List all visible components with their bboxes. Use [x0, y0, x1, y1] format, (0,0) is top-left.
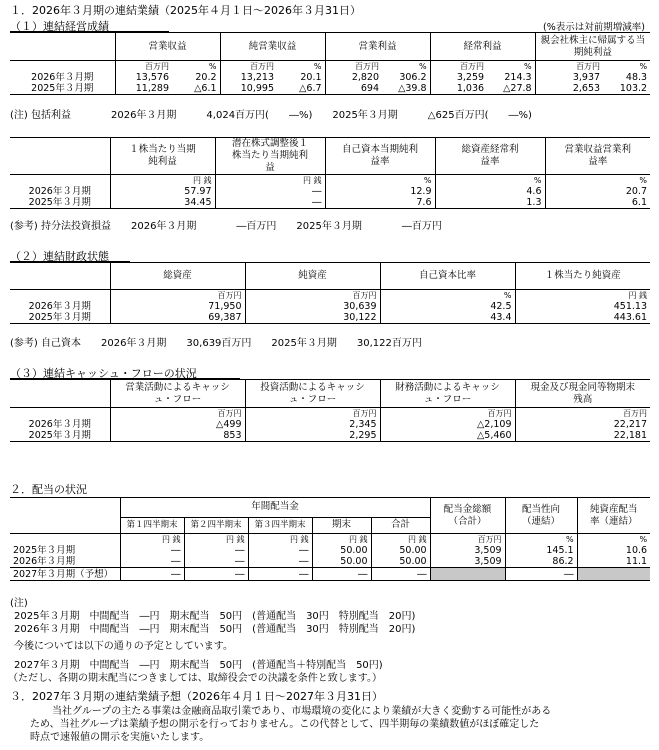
cell: 2,653 — [535, 83, 603, 95]
col-q1: 第１四半期末 — [120, 517, 184, 534]
cell: 2,345 — [245, 419, 380, 430]
unit: % — [325, 175, 435, 187]
cell: 7.6 — [325, 197, 435, 209]
row-label: 2026年３月期 — [13, 556, 76, 567]
forecast-paragraph-line: 当社グループの主たる事業は金融商品取引業であり、市場環境の変化により業績が大きく変動する可能性がある — [52, 706, 552, 717]
cell: 3,509 — [430, 556, 505, 568]
cell: ― — [215, 197, 325, 209]
cell: 443.61 — [515, 312, 650, 324]
cell: 34.45 — [110, 197, 215, 209]
cell: △5,460 — [380, 430, 515, 442]
row-label: 2026年３月期 — [28, 301, 91, 312]
dividend-note-line: 2026年３月期 中間配当 ―円 期末配当 50円 (普通配当 30円 特別配当 20円) — [14, 624, 416, 635]
forecast-paragraph-line: 時点で速報値の開示を実施いたします。 — [30, 732, 210, 743]
cell: ― — [248, 568, 312, 581]
table-row — [10, 556, 650, 568]
cell: ― — [120, 556, 184, 568]
cell: 10,995 — [220, 83, 277, 95]
cell: 694 — [325, 83, 382, 95]
cell: 22,181 — [515, 430, 650, 442]
table-row — [10, 430, 650, 442]
table-row — [10, 83, 650, 95]
row-label: 2025年３月期 — [10, 430, 110, 442]
cell: 20.7 — [545, 186, 650, 197]
equity-note: (参考) 自己資本 2026年３月期 30,639百万円 2025年３月期 30,122百万円 — [10, 338, 422, 349]
pct-note: (%表示は対前期増減率) — [543, 22, 645, 33]
units-row — [10, 534, 650, 546]
cell: 13,576 — [115, 72, 172, 83]
cell: ― — [120, 568, 184, 581]
section-forecast-heading: ３．2027年３月期の連結業績予想（2026年４月１日～2027年３月31日） — [10, 690, 383, 703]
col-q2: 第２四半期末 — [184, 517, 248, 534]
cell: △27.8 — [487, 83, 535, 95]
table-row — [10, 312, 650, 324]
dividend-note-line: （ただし、各期の期末配当につきましては、取締役会での決議を条件と致します。） — [8, 673, 382, 684]
page-title: １．2026年３月期の連結業績（2025年４月１日～2026年３月31日） — [10, 4, 361, 17]
unit: % — [380, 290, 515, 302]
cell: 2,820 — [325, 72, 382, 83]
unit: 円 銭 — [515, 290, 650, 302]
units-row — [10, 408, 650, 420]
unit: 百万円 — [115, 61, 172, 73]
col-q3: 第３四半期末 — [248, 517, 312, 534]
cell: 306.2 — [399, 72, 427, 83]
col-equity-ratio: 自己資本比率 — [380, 263, 515, 290]
unit: 円 銭 — [110, 175, 215, 187]
cell: △39.8 — [382, 83, 430, 95]
cell: 6.1 — [545, 197, 650, 209]
cell: 30,639 — [245, 301, 380, 312]
cell: 10.6 — [577, 545, 650, 556]
unit: 百万円 — [380, 408, 515, 420]
unit: 百万円 — [110, 408, 245, 420]
cell: 48.3 — [625, 72, 648, 83]
cell: ― — [505, 568, 577, 581]
unit: 百万円 — [220, 61, 277, 73]
cell: 13,213 — [220, 72, 277, 83]
col-net-income-parent: 親会社株主に帰属する当期純利益 — [535, 33, 650, 61]
comprehensive-income-note: (注) 包括利益 2026年３月期 4,024百万円( ―%) 2025年３月期 △625百万円( ―%) — [10, 110, 532, 121]
dividend-note-line: 2025年３月期 中間配当 ―円 期末配当 50円 (普通配当 30円 特別配当 20円) — [14, 611, 416, 622]
unit: % — [208, 62, 217, 71]
cell: 4.6 — [435, 186, 545, 197]
cell: 214.3 — [504, 72, 532, 83]
row-label: 2027年３月期（予想） — [10, 568, 120, 581]
cell: 69,387 — [110, 312, 245, 324]
col-doe: 純資産配当率（連結） — [577, 498, 650, 534]
equity-method-note: (参考) 持分法投資損益 2026年３月期 ―百万円 2025年３月期 ―百万円 — [10, 221, 442, 232]
cell: 42.5 — [380, 301, 515, 312]
unit: % — [545, 175, 650, 187]
table-row — [10, 72, 650, 83]
row-label: 2026年３月期 — [28, 419, 91, 430]
units-row — [10, 175, 650, 187]
cell: 20.2 — [195, 72, 217, 83]
col-total-assets: 総資産 — [110, 263, 245, 290]
cell: 43.4 — [380, 312, 515, 324]
cell: 451.13 — [515, 301, 650, 312]
cell: 11.1 — [577, 556, 650, 568]
unit: 百万円 — [110, 290, 245, 302]
unit: 円 銭 — [248, 534, 312, 546]
unit: % — [418, 62, 427, 71]
section-financial-position-heading: （２）連結財政状態 — [10, 250, 109, 263]
forecast-paragraph-line: ため、当社グループは業績予想の開示を行っておりません。この代替として、四半期毎の業績数値がほぼ確定した — [30, 719, 540, 730]
cell: 71,950 — [110, 301, 245, 312]
unit: 円 銭 — [184, 534, 248, 546]
unit: 百万円 — [430, 534, 505, 546]
table-row — [10, 545, 650, 556]
cell: 50.00 — [312, 545, 371, 556]
table-row — [10, 186, 650, 197]
cell: ― — [184, 545, 248, 556]
col-operating-income: 営業利益 — [325, 33, 430, 61]
cell: 22,217 — [515, 419, 650, 430]
col-total-dividend: 配当金総額（合計） — [430, 498, 505, 534]
unit: % — [523, 62, 532, 71]
col-bps: １株当たり純資産 — [515, 263, 650, 290]
cell: △2,109 — [380, 419, 515, 430]
cell: ― — [371, 568, 430, 581]
cell: 86.2 — [505, 556, 577, 568]
cell: 57.97 — [110, 186, 215, 197]
unit: 円 銭 — [371, 534, 430, 546]
unit: 百万円 — [515, 408, 650, 420]
section-operating-results-heading: （１）連結経営成績 — [10, 20, 109, 33]
col-cash-end: 現金及び現金同等物期末残高 — [515, 380, 650, 408]
cell: ― — [248, 545, 312, 556]
per-share-ratios-table — [10, 137, 650, 209]
col-eps: １株当たり当期純利益 — [110, 138, 215, 175]
unit: % — [577, 534, 650, 546]
cell: 20.1 — [300, 72, 322, 83]
cell: △6.7 — [277, 83, 325, 95]
dividend-note-line: 2027年３月期 中間配当 ―円 期末配当 50円 (普通配当＋特別配当 50円) — [14, 660, 383, 671]
financial-position-table — [10, 262, 650, 324]
col-operating-cf: 営業活動によるキャッシュ・フロー — [110, 380, 245, 408]
col-roe: 自己資本当期純利益率 — [325, 138, 435, 175]
unit: 百万円 — [245, 408, 380, 420]
cell: 3,937 — [535, 72, 603, 83]
section-cash-flow-heading: （３）連結キャッシュ・フローの状況 — [10, 367, 197, 380]
cell: 1.3 — [435, 197, 545, 209]
col-diluted-eps: 潜在株式調整後１株当たり当期純利益 — [215, 138, 325, 175]
col-year-end: 期末 — [312, 517, 371, 534]
unit: 円 銭 — [120, 534, 184, 546]
cell: 103.2 — [603, 83, 650, 95]
unit: % — [505, 534, 577, 546]
cell: 145.1 — [505, 545, 577, 556]
units-row — [10, 61, 650, 73]
col-operating-revenue: 営業収益 — [115, 33, 220, 61]
unit: 円 銭 — [215, 175, 325, 187]
cell-disabled — [577, 568, 650, 581]
col-payout-ratio: 配当性向（連結） — [505, 498, 577, 534]
dividend-note-line: 今後については以下の通りの予定としています。 — [14, 641, 233, 652]
col-operating-margin: 営業収益営業利益率 — [545, 138, 650, 175]
unit: 百万円 — [245, 290, 380, 302]
unit: 百万円 — [430, 61, 487, 73]
cell: 50.00 — [371, 545, 430, 556]
row-label: 2025年３月期 — [13, 545, 76, 556]
col-net-assets: 純資産 — [245, 263, 380, 290]
cell: 12.9 — [325, 186, 435, 197]
col-annual-dividend: 年間配当金 — [120, 498, 430, 518]
row-label: 2025年３月期 — [10, 83, 115, 95]
cell: △499 — [110, 419, 245, 430]
col-roa: 総資産経常利益率 — [435, 138, 545, 175]
unit: 百万円 — [535, 61, 603, 73]
unit: % — [435, 175, 545, 187]
cell: ― — [248, 556, 312, 568]
col-ordinary-income: 経常利益 — [430, 33, 535, 61]
cell: ― — [215, 186, 325, 197]
units-row — [10, 290, 650, 302]
cell: 853 — [110, 430, 245, 442]
table-row — [10, 197, 650, 209]
col-net-operating-revenue: 純営業収益 — [220, 33, 325, 61]
unit: % — [313, 62, 322, 71]
cell: ― — [184, 568, 248, 581]
unit: 百万円 — [325, 61, 382, 73]
cell: 2,295 — [245, 430, 380, 442]
cash-flow-table — [10, 379, 650, 442]
cell: 11,289 — [115, 83, 172, 95]
table-row — [10, 568, 650, 581]
cell: 3,509 — [430, 545, 505, 556]
dividends-table — [10, 497, 650, 581]
operating-results-table — [10, 32, 650, 95]
dividend-note-label: (注) — [10, 598, 28, 609]
row-label: 2025年３月期 — [10, 197, 110, 209]
cell: 30,122 — [245, 312, 380, 324]
cell: ― — [120, 545, 184, 556]
row-label: 2026年３月期 — [31, 72, 94, 83]
cell: 50.00 — [371, 556, 430, 568]
unit: % — [639, 62, 648, 71]
col-financing-cf: 財務活動によるキャッシュ・フロー — [380, 380, 515, 408]
col-total: 合計 — [371, 517, 430, 534]
cell: ― — [312, 568, 371, 581]
unit: 円 銭 — [312, 534, 371, 546]
cell: 50.00 — [312, 556, 371, 568]
table-row — [10, 419, 650, 430]
cell: 3,259 — [430, 72, 487, 83]
cell-disabled — [430, 568, 505, 581]
row-label: 2026年３月期 — [28, 186, 91, 197]
cell: 1,036 — [430, 83, 487, 95]
section-dividends-heading: ２．配当の状況 — [10, 483, 87, 496]
cell: ― — [184, 556, 248, 568]
table-row — [10, 301, 650, 312]
row-label: 2025年３月期 — [10, 312, 110, 324]
cell: △6.1 — [172, 83, 220, 95]
col-investing-cf: 投資活動によるキャッシュ・フロー — [245, 380, 380, 408]
